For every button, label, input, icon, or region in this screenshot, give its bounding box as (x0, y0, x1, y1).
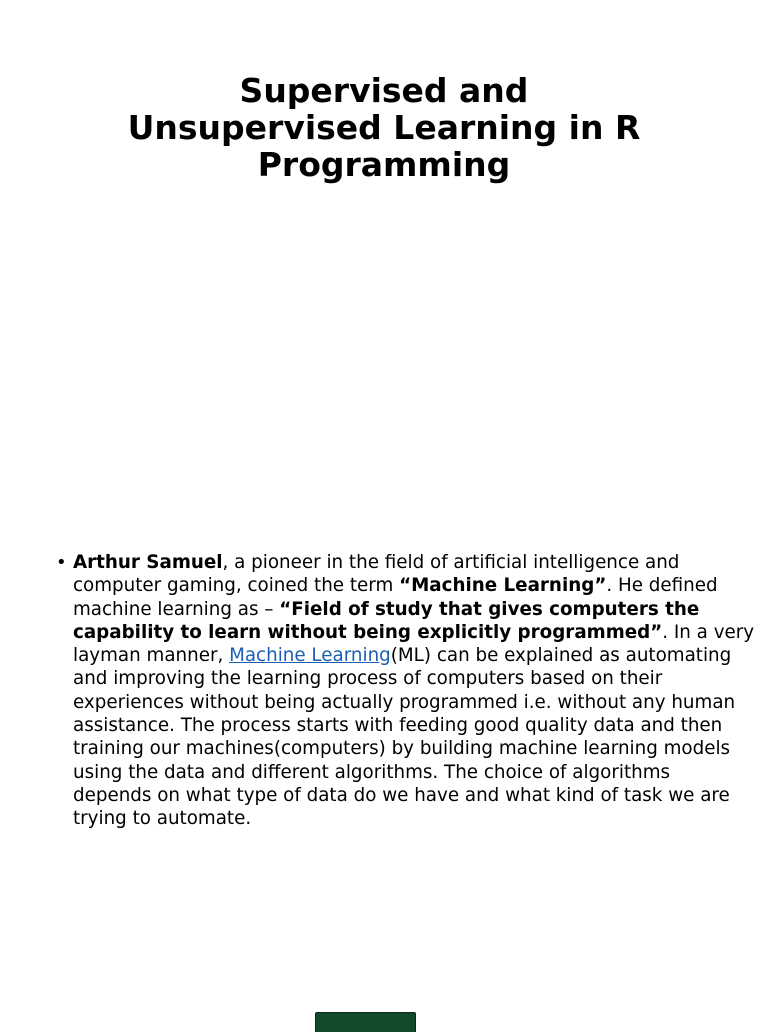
bullet-paragraph (73, 551, 755, 831)
paragraph-line (73, 621, 755, 644)
text-run: , a pioneer in the field of artificial intelligence and (222, 552, 680, 573)
paragraph-line: and improving the learning process of computers based on their (73, 668, 663, 690)
bold-text: capability to learn without being explicitly programmed” (73, 621, 663, 643)
paragraph-line (73, 644, 732, 667)
text-run: . He defined (606, 575, 718, 597)
text-run: (ML) can be explained as automating (390, 645, 732, 667)
title-line: Supervised and (239, 71, 529, 110)
paragraph-line (73, 574, 716, 597)
bold-text: “Machine Learning” (399, 575, 607, 597)
bullet-list-item (56, 551, 755, 831)
text-run: layman manner, (73, 645, 230, 667)
bottom-banner[interactable] (315, 1012, 416, 1032)
bullet-icon: • (56, 552, 67, 573)
bold-text: “Field of study that gives computers the (279, 598, 700, 620)
bold-text: Arthur Samuel (73, 552, 223, 573)
text-run: computer gaming, coined the term (73, 575, 400, 597)
paragraph-line: using the data and different algorithms. The choice of algorithms (73, 761, 671, 783)
paragraph-line (73, 551, 716, 574)
title-line: Unsupervised Learning in R (127, 108, 641, 147)
title-line: Programming (257, 145, 511, 184)
paragraph-line: assistance. The process starts with feeding good quality data and then (73, 715, 723, 737)
text-run: . In a very (662, 621, 755, 643)
paragraph-line: trying to automate. (73, 808, 252, 830)
text-run: machine learning as – (73, 598, 280, 620)
paragraph-line: depends on what type of data do we have and what kind of task we are (73, 784, 730, 806)
paragraph-line: training our machines(computers) by building machine learning models (73, 738, 731, 760)
page-title (84, 72, 684, 183)
paragraph-line: experiences without being actually programmed i.e. without any human (73, 691, 736, 713)
machine-learning-link[interactable]: Machine Learning (229, 645, 391, 667)
paragraph-line (73, 598, 716, 621)
